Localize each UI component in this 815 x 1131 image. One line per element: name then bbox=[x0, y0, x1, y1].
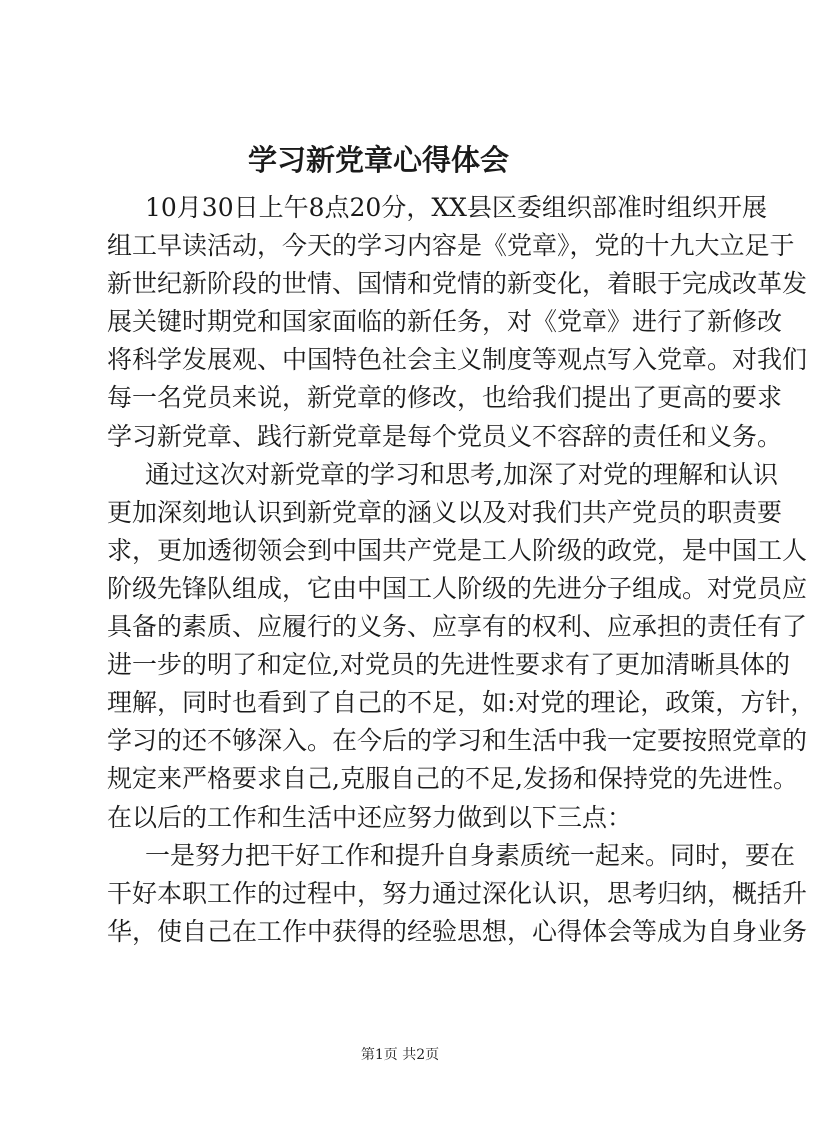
text-line: 学习新党章、践行新党章是每个党员义不容辞的责任和义务。 bbox=[107, 421, 783, 451]
text-line: 规定来严格要求自己,克服自己的不足,发扬和保持党的先进性。 bbox=[107, 764, 798, 794]
document-title: 学习新党章心得体会 bbox=[248, 143, 510, 177]
text-line: 华，使自己在工作中获得的经验思想，心得体会等成为自身业务 bbox=[107, 916, 808, 946]
text-line: 学习的还不够深入。在今后的学习和生活中我一定要按照党章的 bbox=[107, 726, 808, 756]
paragraph bbox=[107, 456, 815, 837]
text-line: 新世纪新阶段的世情、国情和党情的新变化，着眼于完成改革发 bbox=[107, 269, 808, 299]
text-line: 展关键时期党和国家面临的新任务，对《党章》进行了新修改 bbox=[107, 307, 783, 337]
text-line: 理解，同时也看到了自己的不足，如:对党的理论，政策，方针， bbox=[107, 688, 815, 718]
text-line: 组工早读活动，今天的学习内容是《党章》，党的十九大立足于 bbox=[107, 231, 795, 261]
text-line: 阶级先锋队组成，它由中国工人阶级的先进分子组成。对党员应 bbox=[107, 573, 808, 603]
document-body bbox=[107, 189, 815, 951]
text-line: 进一步的明了和定位,对党员的先进性要求有了更加清晰具体的 bbox=[107, 650, 790, 680]
paragraph bbox=[107, 837, 808, 951]
text-line: 求，更加透彻领会到中国共产党是工人阶级的政党，是中国工人 bbox=[107, 535, 808, 565]
text-line: 每一名党员来说，新党章的修改，也给我们提出了更高的要求 bbox=[107, 383, 783, 413]
text-line: 更加深刻地认识到新党章的涵义以及对我们共产党员的职责要 bbox=[107, 497, 783, 527]
paragraph bbox=[107, 189, 808, 456]
page-number: 第1页 共2页 bbox=[360, 1047, 440, 1063]
text-line: 10月30日上午8点20分，XX县区委组织部准时组织开展 bbox=[145, 193, 767, 222]
text-line: 通过这次对新党章的学习和思考,加深了对党的理解和认识 bbox=[145, 459, 778, 489]
text-line: 干好本职工作的过程中，努力通过深化认识，思考归纳，概括升 bbox=[107, 878, 808, 908]
text-line: 一是努力把干好工作和提升自身素质统一起来。同时，要在 bbox=[145, 840, 796, 870]
text-line: 将科学发展观、中国特色社会主义制度等观点写入党章。对我们 bbox=[107, 345, 808, 375]
text-line: 在以后的工作和生活中还应努力做到以下三点： bbox=[107, 802, 633, 832]
text-line: 具备的素质、应履行的义务、应享有的权利、应承担的责任有了 bbox=[107, 612, 808, 642]
